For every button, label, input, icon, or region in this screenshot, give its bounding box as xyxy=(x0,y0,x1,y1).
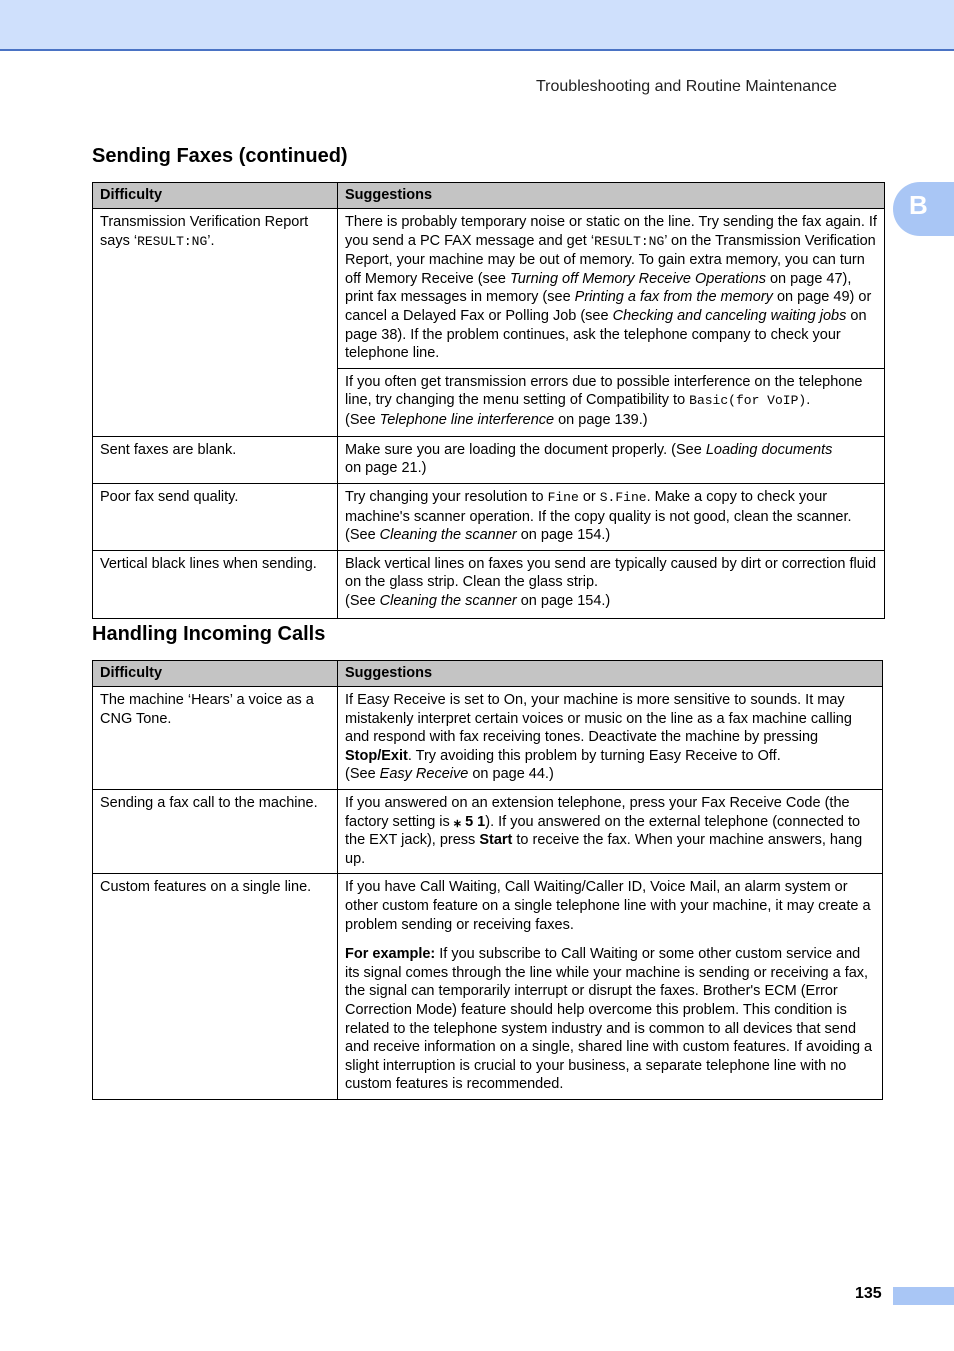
suggestion-text: on page 44.) xyxy=(468,766,554,783)
suggestion-text: If Easy Receive is set to On, your machine is more sensitive to sounds. It may mistakenly interpret certain voices or music on the line as a fax machine calling and respond with fax receiving tones. Deactivate the machine by pressing xyxy=(345,692,852,746)
cross-reference: Turning off Memory Receive Operations xyxy=(509,270,766,287)
suggestion-text: . Make a copy to check your machine's scanner operation. If the copy quality is not good, clean the scanner. xyxy=(345,488,852,525)
see-reference xyxy=(345,592,877,611)
suggestion-text: If you answered on an extension telephone, press your Fax Receive Code (the factory setting is xyxy=(345,794,850,830)
cross-reference: Telephone line interference xyxy=(379,411,555,428)
suggestion-text: on page 154.) xyxy=(516,527,611,544)
suggestion-text: on page 49) or cancel a Delayed Fax or Polling Job (see xyxy=(345,289,872,324)
code-text: Fine xyxy=(547,489,579,505)
table-row xyxy=(93,209,885,369)
suggestion-text: (See xyxy=(345,527,380,544)
page-number-bar xyxy=(893,1287,954,1305)
suggestion-cell xyxy=(338,687,883,790)
suggestion-text: . xyxy=(806,392,811,409)
code-text: RESULT:NG xyxy=(137,233,208,249)
suggestion-text: Try changing your resolution to xyxy=(345,488,548,505)
table-row xyxy=(93,550,885,618)
suggestion-text: or xyxy=(578,488,600,505)
suggestion-text: on page 139.) xyxy=(554,411,648,428)
suggestion-text: to receive the fax. When your machine answers, hang up. xyxy=(345,832,863,867)
suggestion-cell xyxy=(338,368,885,436)
suggestion-paragraph xyxy=(345,691,875,765)
difficulty-cell: Custom features on a single line. xyxy=(93,874,338,1100)
suggestion-text: ’ on the Transmission Verification Report, your machine may be out of memory. To gain extra memory, you can turn off Memory Receive (see xyxy=(345,232,876,287)
suggestion-text: (See xyxy=(345,411,380,428)
suggestion-text: on page 154.) xyxy=(516,592,611,609)
cross-reference: Loading documents xyxy=(705,441,833,458)
table-row xyxy=(93,483,885,550)
page-number: 135 xyxy=(855,1285,882,1302)
suggestion-text: (See xyxy=(345,592,380,609)
difficulty-cell: The machine ‘Hears’ a voice as a CNG Tone. xyxy=(93,687,338,790)
suggestion-cell xyxy=(338,789,883,873)
difficulty-text: Transmission Verification Report says ‘ xyxy=(100,214,309,249)
suggestion-paragraph xyxy=(345,373,877,411)
suggestion-text: . Try avoiding this problem by turning Easy Receive to Off. xyxy=(407,747,781,764)
cross-reference: Printing a fax from the memory xyxy=(574,289,773,306)
suggestion-paragraph xyxy=(345,441,877,460)
suggestion-text: on page 21.) xyxy=(345,460,427,477)
chapter-letter: B xyxy=(909,190,928,220)
column-header-suggestions: Suggestions xyxy=(338,661,883,687)
cross-reference: Easy Receive xyxy=(379,766,469,783)
code-text: RESULT:NG xyxy=(594,233,665,249)
table-row xyxy=(93,874,883,1100)
cross-reference: Cleaning the scanner xyxy=(379,527,517,544)
suggestion-text: If you often get transmission errors due to possible interference on the telephone line, try changing the menu setting of Compatibility to xyxy=(345,373,863,409)
code-text: Basic(for VoIP) xyxy=(689,393,807,409)
suggestion-cell xyxy=(338,550,885,618)
sending-faxes-table xyxy=(92,182,885,619)
suggestion-text: If you have Call Waiting, Call Waiting/Caller ID, Voice Mail, an alarm system or other custom feature on a single telephone line with your machine, it may create a problem sending or receiving faxes. xyxy=(345,879,871,933)
suggestion-text: on page 47), print fax messages in memory (see xyxy=(345,270,852,306)
suggestion-text: If you subscribe to Call Waiting or some other custom service and its signal comes through the line while your machine is sending or receiving a fax, the signal can temporarily interrupt or disrupt the faxes. Brother's ECM (Error Correction Mode) feature should help overcome this problem. This condition is related to the telephone system industry and is common to all devices that send and receive information on a single, shared line with custom features. If avoiding a slight interruption is crucial to your business, a separate telephone line with no custom features is recommended. xyxy=(345,946,873,1093)
chapter-tab xyxy=(893,182,954,236)
top-color-band xyxy=(0,0,954,51)
difficulty-cell xyxy=(93,209,338,437)
table-row xyxy=(93,789,883,873)
table-row xyxy=(93,436,885,483)
suggestion-cell xyxy=(338,209,885,369)
column-header-suggestions: Suggestions xyxy=(338,183,885,209)
suggestion-text: There is probably temporary noise or static on the line. Try sending the fax again. If you send a PC FAX message and get ‘ xyxy=(345,214,877,249)
running-header: Troubleshooting and Routine Maintenance xyxy=(536,78,837,95)
fax-receive-code: ⁎ 5 1 xyxy=(453,813,486,830)
cross-reference: Cleaning the scanner xyxy=(379,592,517,609)
suggestion-text: Make sure you are loading the document properly. (See xyxy=(345,441,706,458)
difficulty-cell: Sent faxes are blank. xyxy=(93,436,338,483)
section-title-sending-faxes: Sending Faxes (continued) xyxy=(92,145,348,167)
table-header-row xyxy=(93,661,883,687)
column-header-difficulty: Difficulty xyxy=(93,183,338,209)
see-reference xyxy=(345,526,877,545)
difficulty-text-end: ’. xyxy=(207,232,215,249)
suggestion-paragraph xyxy=(345,488,877,526)
difficulty-cell: Sending a fax call to the machine. xyxy=(93,789,338,873)
suggestion-cell xyxy=(338,874,883,1100)
suggestion-text: ). If you answered on the external telephone (connected to the EXT jack), press xyxy=(345,813,861,849)
cross-reference: Checking and canceling waiting jobs xyxy=(612,307,847,324)
difficulty-cell: Vertical black lines when sending. xyxy=(93,550,338,618)
table-header-row xyxy=(93,183,885,209)
suggestion-text: Black vertical lines on faxes you send are typically caused by dirt or correction fluid on the glass strip. Clean the glass strip. xyxy=(345,555,877,591)
suggestion-cell xyxy=(338,483,885,550)
table-row xyxy=(93,687,883,790)
incoming-calls-table xyxy=(92,660,883,1100)
column-header-difficulty: Difficulty xyxy=(93,661,338,687)
key-name: Start xyxy=(479,832,513,849)
example-label: For example: xyxy=(345,946,436,963)
see-reference xyxy=(345,411,877,430)
key-name: Stop/Exit xyxy=(345,747,408,764)
section-title-handling-incoming-calls: Handling Incoming Calls xyxy=(92,623,326,645)
suggestion-paragraph xyxy=(345,945,875,1094)
difficulty-cell: Poor fax send quality. xyxy=(93,483,338,550)
code-text: S.Fine xyxy=(599,489,647,505)
suggestion-cell xyxy=(338,436,885,483)
suggestion-text: on page 38). If the problem continues, ask the telephone company to check your telephone line. xyxy=(345,307,867,362)
see-reference xyxy=(345,765,875,784)
paragraph-gap xyxy=(345,934,875,945)
suggestion-text: (See xyxy=(345,766,380,783)
